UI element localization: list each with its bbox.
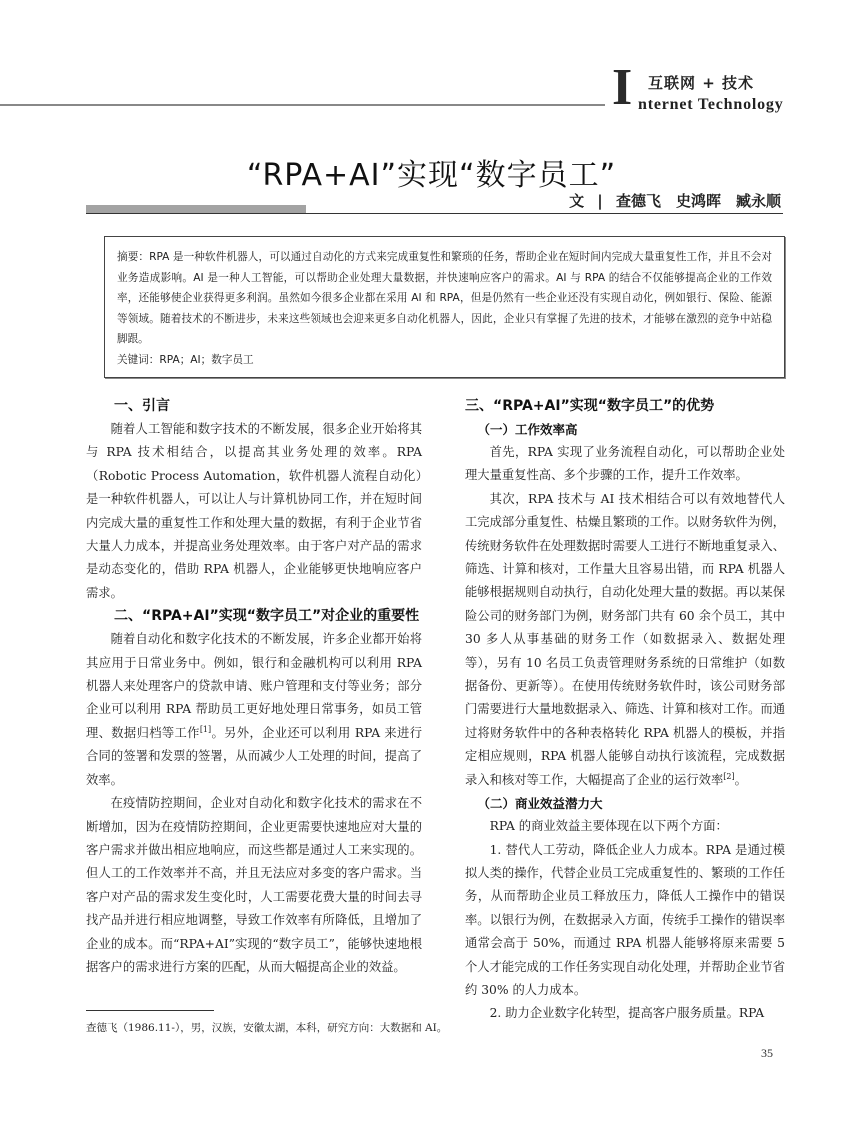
column-initial: I	[612, 59, 633, 116]
abstract-text: 摘要：RPA 是一种软件机器人，可以通过自动化的方式来完成重复性和繁琐的任务，帮助企业在短时间内完成大量重复性工作，并且不会对业务造成影响。AI 是一种人工智能，可以帮助企业处理大量数据，并快速响应客户的需求。AI 与 RPA 的结合不仅能够提高企业的工作效率，还能够使企业获得更多利润。虽然如今很多企业都在采用 AI 和 RPA，但是仍然有一些企业还没有实现自动化，例如银行、保险、能源等领域。随着技术的不断进步，未来这些领域也会迎来更多自动化机器人，因此，企业只有掌握了先进的技术，才能够在激烈的竞争中站稳脚跟。	[117, 251, 772, 345]
paragraph-text: 。	[734, 772, 747, 787]
paragraph	[465, 488, 785, 792]
paragraph: 随着人工智能和数字技术的不断发展，很多企业开始将其与 RPA 技术相结合，以提高其业务处理的效率。RPA（Robotic Process Automation，软件机器人流程自动化）是一种软件机器人，可以让人与计算机协同工作，并在短时间内完成大量的重复性工作和处理大量的数据，有利于企业节省大量人力成本，并提高业务处理效率。由于客户对产品的需求是动态变化的，借助 RPA 机器人，企业能够更快地响应客户需求。	[86, 422, 422, 600]
footnote-rule	[86, 1010, 214, 1011]
page-number: 35	[761, 1046, 773, 1060]
paragraph: 1. 替代人工劳动，降低企业人力成本。RPA 是通过模拟人类的操作，代替企业员工完成重复性的、繁琐的工作任务，从而帮助企业员工释放压力，降低人工操作中的错误率。以银行为例，在数据录入方面，传统手工操作的错误率通常会高于 50%，而通过 RPA 机器人能够将原来需要 5 个人才能完成的工作任务实现自动化处理，并帮助企业节省约 30% 的人力成本。	[465, 842, 785, 997]
subsection-1-heading: （一）工作效率高	[477, 422, 578, 437]
paragraph-text: 随着自动化和数字化技术的不断发展，许多企业都开始将其应用于日常业务中。例如，银行和金融机构可以利用 RPA 机器人来处理客户的贷款申请、账户管理和支付等业务；部分企业可以利用 RPA 帮助员工更好地处理日常事务，如员工管理、数据归档等工作	[86, 632, 422, 740]
article-title: “RPA+AI”实现“数字员工”	[246, 158, 617, 194]
column-name-en: nternet Technology	[638, 96, 784, 113]
header-rule	[0, 104, 605, 106]
column-name-cn: 互联网 + 技术	[648, 74, 755, 92]
paragraph: 首先，RPA 实现了业务流程自动化，可以帮助企业处理大量重复性高、多个步骤的工作，提升工作效率。	[465, 445, 785, 483]
column-logo	[612, 59, 802, 116]
paragraph-text: 其次，RPA 技术与 AI 技术相结合可以有效地替代人工完成部分重复性、枯燥且繁琐的工作。以财务软件为例，传统财务软件在处理数据时需要人工进行不断地重复录入、筛选、计算和核对，工作量大且容易出错，而 RPA 机器人能够根据规则自动执行，自动化处理大量的数据。再以某保险公司的财务部门为例，财务部门共有 60 余个员工，其中 30 多人从事基础的财务工作（如数据录入、数据处理等），另有 10 名员工负责管理财务系统的日常维护（如数据备份、更新等）。在使用传统财务软件时，该公司财务部门需要进行大量地数据录入、筛选、计算和核对工作。而通过将财务软件中的各种表格转化 RPA 机器人的模板，并指定相应规则，RPA 机器人能够自动执行该流程，完成数据录入和核对等工作，大幅提高了企业的运行效率	[465, 491, 785, 787]
abstract-box	[104, 236, 785, 378]
article-authors: 文 | 查德飞 史鸿晖 臧永顺	[569, 192, 781, 210]
paragraph: 2. 助力企业数字化转型，提高客户服务质量。RPA	[489, 1006, 765, 1021]
subsection-2-heading: （二）商业效益潜力大	[477, 796, 603, 812]
section-1-heading: 一、引言	[114, 398, 170, 414]
author-rule	[86, 213, 783, 214]
paragraph	[86, 628, 422, 792]
citation-ref: [2]	[723, 771, 735, 781]
paragraph: 在疫情防控期间，企业对自动化和数字化技术的需求在不断增加，因为在疫情防控期间，企业更需要快速地应对大量的客户需求并做出相应地响应，而这些都是通过人工来实现的。但人工的工作效率并不高，并且无法应对多变的客户需求。当客户对产品的需求发生变化时，人工需要花费大量的时间去寻找产品并进行相应地调整，导致工作效率有所降低，且增加了企业的成本。而“RPA+AI”实现的“数字员工”，能够快速地根据客户的需求进行方案的匹配，从而大幅提高企业的效益。	[86, 796, 422, 974]
citation-ref: [1]	[199, 724, 212, 734]
right-column	[465, 395, 785, 1026]
paragraph-text: 。另外，企业还可以利用 RPA 来进行合同的签署和发票的签署，从而减少人工处理的时间，提高了效率。	[86, 725, 422, 787]
section-2-heading: 二、“RPA+AI”实现“数字员工”对企业的重要性	[114, 608, 420, 625]
keywords: 关键词：RPA；AI；数字员工	[117, 353, 254, 366]
section-3-heading: 三、“RPA+AI”实现“数字员工”的优势	[465, 398, 715, 414]
left-column	[86, 395, 422, 979]
author-footnote: 查德飞（1986.11-），男，汉族，安徽太湖，本科，研究方向：大数据和 AI。	[86, 1022, 448, 1034]
paragraph: RPA 的商业效益主要体现在以下两个方面：	[489, 819, 728, 834]
